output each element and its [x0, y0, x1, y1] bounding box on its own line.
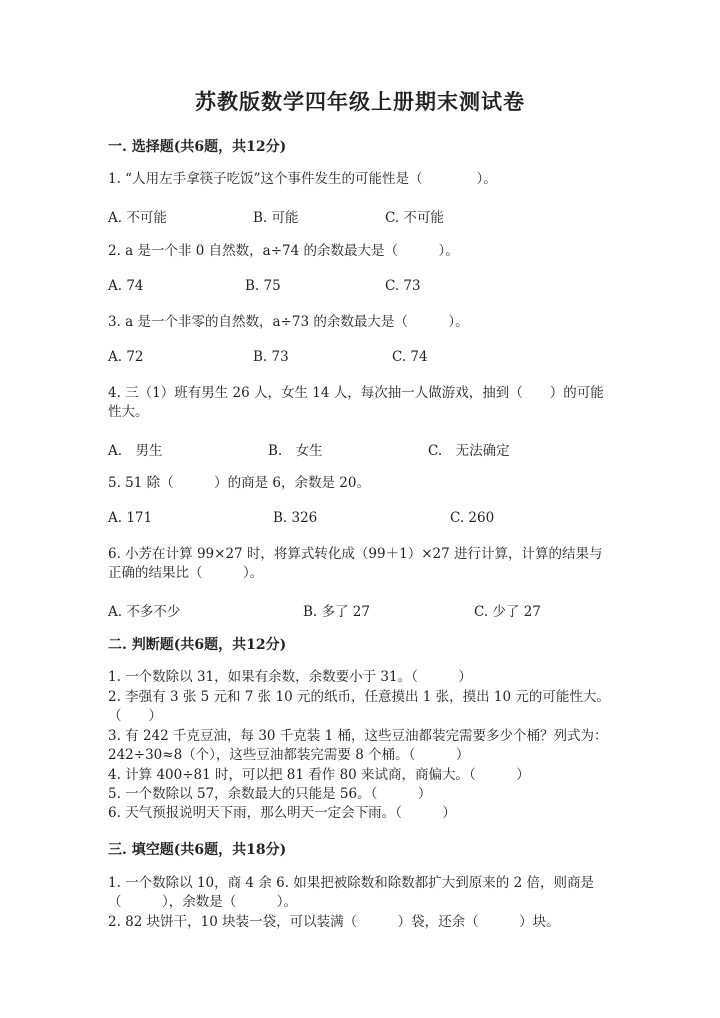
question-text: 3. a 是一个非零的自然数，a÷73 的余数最大是（ ）。 — [108, 314, 469, 330]
option-b: B. 73 — [253, 349, 289, 365]
option-c: C. 不可能 — [385, 210, 444, 226]
question-text: 6. 天气预报说明天下雨，那么明天一定会下雨。（ ） — [108, 805, 456, 821]
question-text: 2. 李强有 3 张 5 元和 7 张 10 元的纸币，任意摸出 1 张，摸出 10 元的可能性大。 （ ） — [108, 689, 631, 724]
question-text: 1. “人用左手拿筷子吃饭”这个事件发生的可能性是（ ）。 — [108, 171, 497, 187]
question-text: 2. 82 块饼干，10 块装一袋，可以装满（ ）袋，还余（ ）块。 — [108, 914, 560, 930]
option-b: B. 女生 — [268, 443, 323, 459]
option-a: A. 171 — [108, 510, 153, 526]
question-text: 3. 有 242 千克豆油，每 30 千克装 1 桶，这些豆油都装完需要多少个桶？列式为：242÷30≈8（个），这些豆油都装完需要 8 个桶。（ ） — [108, 728, 608, 763]
option-c: C. 无法确定 — [428, 443, 510, 459]
option-b: B. 可能 — [253, 210, 299, 226]
section-heading-choice: 一. 选择题(共6题，共12分) — [108, 139, 287, 155]
question-text: 1. 一个数除以 31，如果有余数，余数要小于 31。（ ） — [108, 669, 472, 685]
question-text: 6. 小芳在计算 99×27 时，将算式转化成（99＋1）×27 进行计算，计算的结果与正确的结果比（ ）。 — [108, 546, 603, 581]
question-text: 5. 一个数除以 57，余数最大的只能是 56。（ ） — [108, 786, 432, 802]
question-text: 4. 三（1）班有男生 26 人，女生 14 人，每次抽一人做游戏，抽到（ ）的可能性大。 — [108, 385, 604, 420]
section-heading-fill-blank: 三. 填空题(共6题，共18分) — [108, 842, 287, 858]
option-a: A. 72 — [108, 349, 144, 365]
option-c: C. 少了 27 — [474, 604, 541, 620]
option-a: A. 男生 — [108, 443, 163, 459]
option-b: B. 75 — [245, 278, 281, 294]
option-a: A. 74 — [108, 278, 144, 294]
page-title: 苏教版数学四年级上册期末测试卷 — [195, 89, 525, 114]
question-text: 2. a 是一个非 0 自然数，a÷74 的余数最大是（ ）。 — [108, 243, 459, 259]
option-a: A. 不可能 — [108, 210, 167, 226]
option-b: B. 326 — [273, 510, 318, 526]
section-heading-judgement: 二. 判断题(共6题，共12分) — [108, 637, 287, 653]
option-c: C. 74 — [392, 349, 428, 365]
question-text: 1. 一个数除以 10，商 4 余 6. 如果把被除数和除数都扩大到原来的 2 倍，则商是（ ），余数是（ ）。 — [108, 875, 594, 910]
option-b: B. 多了 27 — [303, 604, 370, 620]
option-c: C. 260 — [450, 510, 495, 526]
question-text: 5. 51 除（ ）的商是 6，余数是 20。 — [108, 475, 370, 491]
question-text: 4. 计算 400÷81 时，可以把 81 看作 80 来试商，商偏大。（ ） — [108, 767, 530, 783]
option-c: C. 73 — [385, 278, 421, 294]
option-a: A. 不多不少 — [108, 604, 181, 620]
